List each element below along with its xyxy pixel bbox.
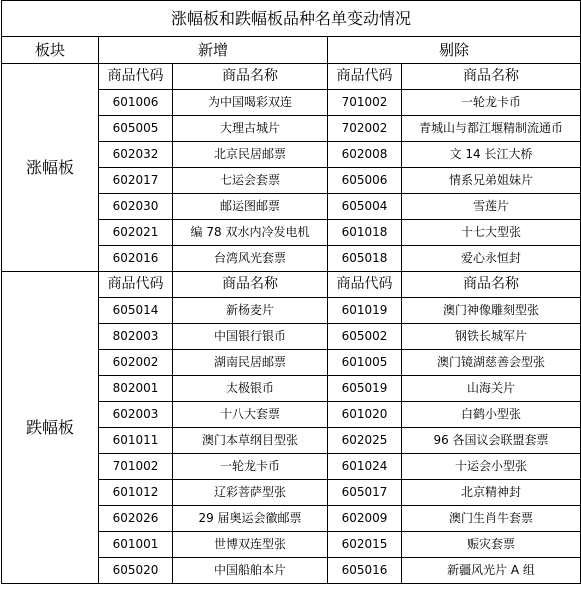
section-label: 跌幅板 [2,272,99,584]
add-code-cell: 602017 [99,168,173,194]
add-name-cell: 邮运图邮票 [173,194,328,220]
add-code-cell: 602030 [99,194,173,220]
title-row [2,1,581,37]
add-name-cell: 湖南民居邮票 [173,350,328,376]
rem-name-cell: 十七大型张 [402,220,581,246]
variety-change-table [1,0,581,584]
add-name-cell: 太极银币 [173,376,328,402]
add-name-cell: 世博双连型张 [173,532,328,558]
rem-name-cell: 文 14 长江大桥 [402,142,581,168]
add-code-header: 商品代码 [99,64,173,90]
add-code-cell: 802001 [99,376,173,402]
add-code-cell: 605020 [99,558,173,584]
rem-code-cell: 702002 [328,116,402,142]
rem-name-header: 商品名称 [402,64,581,90]
rem-name-cell: 山海关片 [402,376,581,402]
add-code-cell: 605014 [99,298,173,324]
add-code-cell: 602021 [99,220,173,246]
add-name-cell: 中国船舶本片 [173,558,328,584]
add-code-cell: 601001 [99,532,173,558]
header-row [2,37,581,64]
rem-code-cell: 605004 [328,194,402,220]
rem-code-cell: 602025 [328,428,402,454]
rem-code-cell: 602015 [328,532,402,558]
header-removed: 剔除 [328,37,581,64]
add-code-cell: 601006 [99,90,173,116]
add-code-cell: 802003 [99,324,173,350]
rem-code-cell: 605002 [328,324,402,350]
subheader-row [2,272,581,298]
rem-name-cell: 爱心永恒封 [402,246,581,272]
add-name-cell: 为中国喝彩双连 [173,90,328,116]
add-name-header: 商品名称 [173,272,328,298]
add-code-cell: 701002 [99,454,173,480]
add-name-header: 商品名称 [173,64,328,90]
rem-name-cell: 北京精神封 [402,480,581,506]
rem-code-cell: 701002 [328,90,402,116]
add-name-cell: 辽彩菩萨型张 [173,480,328,506]
rem-code-cell: 601018 [328,220,402,246]
rem-code-cell: 605016 [328,558,402,584]
add-name-cell: 大理古城片 [173,116,328,142]
add-name-cell: 十八大套票 [173,402,328,428]
rem-name-cell: 雪莲片 [402,194,581,220]
rem-name-cell: 96 各国议会联盟套票 [402,428,581,454]
add-name-cell: 新杨麦片 [173,298,328,324]
add-name-cell: 一轮龙卡币 [173,454,328,480]
add-name-cell: 29 届奥运会徽邮票 [173,506,328,532]
add-code-header: 商品代码 [99,272,173,298]
add-code-cell: 601012 [99,480,173,506]
rem-code-header: 商品代码 [328,272,402,298]
rem-code-cell: 605018 [328,246,402,272]
rem-code-cell: 602008 [328,142,402,168]
rem-name-cell: 十运会小型张 [402,454,581,480]
subheader-row [2,64,581,90]
rem-name-cell: 情系兄弟姐妹片 [402,168,581,194]
rem-name-cell: 钢铁长城军片 [402,324,581,350]
add-name-cell: 中国银行银币 [173,324,328,350]
add-code-cell: 602016 [99,246,173,272]
header-added: 新增 [99,37,328,64]
rem-code-cell: 601020 [328,402,402,428]
add-code-cell: 605005 [99,116,173,142]
add-code-cell: 602002 [99,350,173,376]
rem-code-cell: 601024 [328,454,402,480]
add-name-cell: 编 78 双水内冷发电机 [173,220,328,246]
add-code-cell: 601011 [99,428,173,454]
rem-name-cell: 新疆风光片 A 组 [402,558,581,584]
rem-code-cell: 602009 [328,506,402,532]
rem-name-header: 商品名称 [402,272,581,298]
add-name-cell: 台湾风光套票 [173,246,328,272]
rem-code-cell: 605017 [328,480,402,506]
rem-name-cell: 澳门生肖牛套票 [402,506,581,532]
header-block: 板块 [2,37,99,64]
add-code-cell: 602032 [99,142,173,168]
add-code-cell: 602026 [99,506,173,532]
rem-code-header: 商品代码 [328,64,402,90]
rem-name-cell: 澳门镜湖慈善会型张 [402,350,581,376]
rem-name-cell: 一轮龙卡币 [402,90,581,116]
rem-name-cell: 白鹤小型张 [402,402,581,428]
rem-code-cell: 605019 [328,376,402,402]
rem-name-cell: 赈灾套票 [402,532,581,558]
rem-code-cell: 605006 [328,168,402,194]
section-label: 涨幅板 [2,64,99,272]
add-name-cell: 北京民居邮票 [173,142,328,168]
rem-code-cell: 601005 [328,350,402,376]
rem-name-cell: 澳门神像雕刻型张 [402,298,581,324]
rem-code-cell: 601019 [328,298,402,324]
add-name-cell: 澳门本草纲目型张 [173,428,328,454]
add-code-cell: 602003 [99,402,173,428]
table-title: 涨幅板和跌幅板品种名单变动情况 [2,1,581,37]
add-name-cell: 七运会套票 [173,168,328,194]
rem-name-cell: 青城山与都江堰精制流通币 [402,116,581,142]
